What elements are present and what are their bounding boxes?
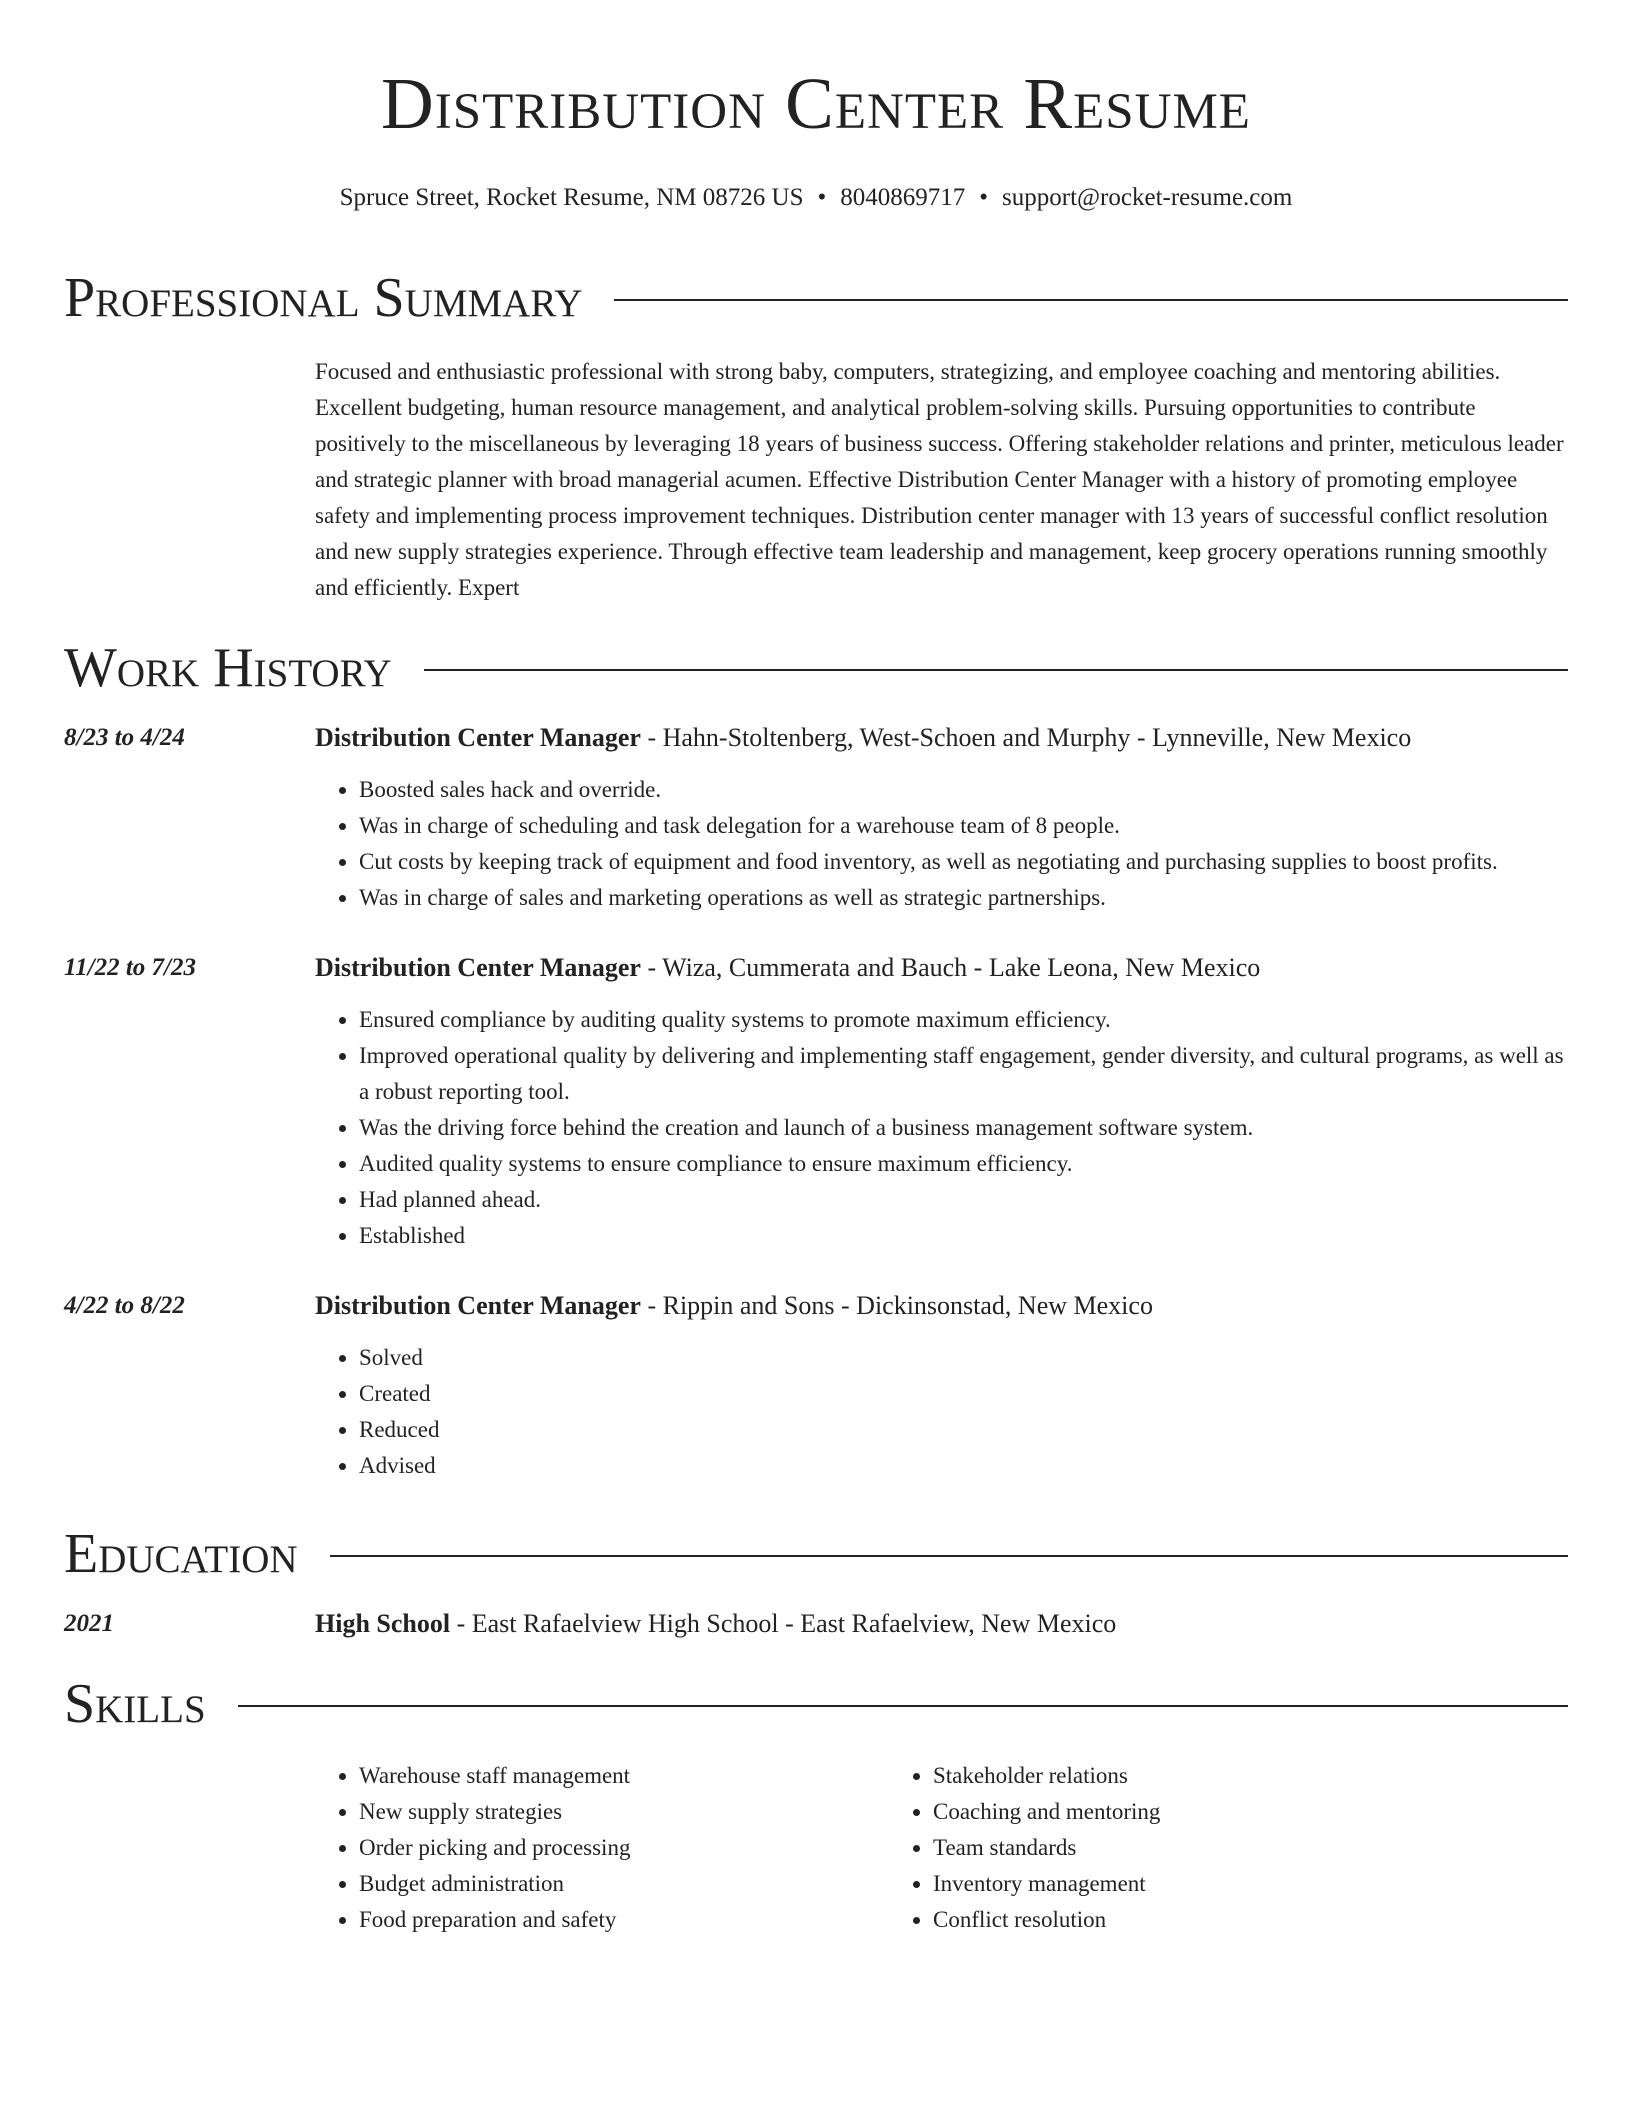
job-dates: 8/23 to 4/24 bbox=[64, 724, 185, 751]
section-divider bbox=[238, 1705, 1568, 1707]
skill-item: • Inventory management bbox=[933, 1866, 1160, 1902]
education-year: 2021 bbox=[64, 1610, 114, 1637]
job-title: Distribution Center Manager bbox=[315, 723, 641, 752]
summary-heading: Professional Summary bbox=[64, 267, 583, 329]
job-bullet: • Had planned ahead. bbox=[359, 1182, 1568, 1218]
job-bullet: • Reduced bbox=[359, 1412, 1568, 1448]
job-bullet: • Solved bbox=[359, 1340, 1568, 1376]
job-title-line bbox=[315, 720, 1568, 756]
job-bullet: • Cut costs by keeping track of equipment and food inventory, as well as negotiating and purchasing supplies to boost profits. bbox=[359, 844, 1568, 880]
job-title-line bbox=[315, 1288, 1568, 1324]
job-bullet: • Established bbox=[359, 1218, 1568, 1254]
job-bullet: • Boosted sales hack and override. bbox=[359, 772, 1568, 808]
job-bullet: • Was in charge of sales and marketing operations as well as strategic partnerships. bbox=[359, 880, 1568, 916]
work-history-list bbox=[64, 720, 1568, 1484]
job-body bbox=[315, 720, 1568, 916]
education-degree: High School bbox=[315, 1609, 451, 1638]
job-bullet: • Ensured compliance by auditing quality systems to promote maximum efficiency. bbox=[359, 1002, 1568, 1038]
skill-item: • Food preparation and safety bbox=[359, 1902, 889, 1938]
job-bullet: • Was the driving force behind the creation and launch of a business management software system. bbox=[359, 1110, 1568, 1146]
job-bullet: • Audited quality systems to ensure compliance to ensure maximum efficiency. bbox=[359, 1146, 1568, 1182]
skills-column-right bbox=[889, 1758, 1160, 1938]
job-entry bbox=[64, 720, 1568, 916]
job-bullet: • Advised bbox=[359, 1448, 1568, 1484]
job-body bbox=[315, 1288, 1568, 1484]
education-entry bbox=[64, 1606, 1568, 1642]
education-body bbox=[315, 1606, 1568, 1642]
job-entry bbox=[64, 1288, 1568, 1484]
skill-item: • Budget administration bbox=[359, 1866, 889, 1902]
contact-line bbox=[64, 182, 1568, 214]
summary-text: Focused and enthusiastic professional with strong baby, computers, strategizing, and employee coaching and mentoring abilities. Excellent budgeting, human resource management, and analytical problem-solving skills. Pursuing opportunities to contribute positively to the miscellaneous by leveraging 18 years of business success. Offering stakeholder relations and printer, meticulous leader and strategic planner with broad managerial acumen. Effective Distribution Center Manager with a history of promoting employee safety and implementing process improvement techniques. Distribution center manager with 13 years of successful conflict resolution and new supply strategies experience. Through effective team leadership and management, keep grocery operations running smoothly and efficiently. Expert bbox=[315, 359, 1564, 600]
job-details: - Rippin and Sons - Dickinsonstad, New Mexico bbox=[640, 1291, 1153, 1320]
job-body bbox=[315, 950, 1568, 1254]
contact-phone: 8040869717 bbox=[840, 184, 966, 211]
section-divider bbox=[330, 1555, 1568, 1557]
skill-item: • Stakeholder relations bbox=[933, 1758, 1160, 1794]
skill-item: • Coaching and mentoring bbox=[933, 1794, 1160, 1830]
education-line bbox=[315, 1606, 1568, 1642]
education-details: - East Rafaelview High School - East Rafaelview, New Mexico bbox=[450, 1609, 1117, 1638]
job-bullets bbox=[315, 1340, 1568, 1484]
contact-separator: • bbox=[817, 184, 827, 211]
job-title: Distribution Center Manager bbox=[315, 1291, 641, 1320]
job-title: Distribution Center Manager bbox=[315, 953, 641, 982]
job-title-line bbox=[315, 950, 1568, 986]
skill-item: • Team standards bbox=[933, 1830, 1160, 1866]
section-divider bbox=[614, 299, 1568, 301]
skill-item: • New supply strategies bbox=[359, 1794, 889, 1830]
job-details: - Wiza, Cummerata and Bauch - Lake Leona, New Mexico bbox=[640, 953, 1261, 982]
contact-address: Spruce Street, Rocket Resume, NM 08726 US bbox=[339, 184, 804, 211]
job-bullets bbox=[315, 772, 1568, 916]
skills-heading: Skills bbox=[64, 1673, 206, 1735]
job-bullet: • Was in charge of scheduling and task delegation for a warehouse team of 8 people. bbox=[359, 808, 1568, 844]
contact-separator: • bbox=[979, 184, 989, 211]
work-heading: Work History bbox=[64, 637, 392, 699]
job-details: - Hahn-Stoltenberg, West-Schoen and Murphy - Lynneville, New Mexico bbox=[640, 723, 1412, 752]
skill-item: • Order picking and processing bbox=[359, 1830, 889, 1866]
job-dates: 11/22 to 7/23 bbox=[64, 954, 196, 981]
job-bullet: • Improved operational quality by delivering and implementing staff engagement, gender diversity, and cultural programs, as well as a robust reporting tool. bbox=[359, 1038, 1568, 1110]
section-divider bbox=[424, 669, 1568, 671]
job-bullets bbox=[315, 1002, 1568, 1254]
job-bullet: • Created bbox=[359, 1376, 1568, 1412]
skills-column-left bbox=[315, 1758, 889, 1938]
education-heading: Education bbox=[64, 1523, 298, 1585]
contact-email: support@rocket-resume.com bbox=[1002, 184, 1293, 211]
job-dates: 4/22 to 8/22 bbox=[64, 1292, 185, 1319]
skill-item: • Warehouse staff management bbox=[359, 1758, 889, 1794]
resume-title: Distribution Center Resume bbox=[381, 63, 1251, 144]
skills-section-header bbox=[64, 1672, 1568, 1736]
job-entry bbox=[64, 950, 1568, 1254]
summary-section-header bbox=[64, 266, 1568, 330]
work-section-header bbox=[64, 636, 1568, 700]
skills-list bbox=[315, 1758, 1568, 1938]
education-section-header bbox=[64, 1522, 1568, 1586]
skill-item: • Conflict resolution bbox=[933, 1902, 1160, 1938]
